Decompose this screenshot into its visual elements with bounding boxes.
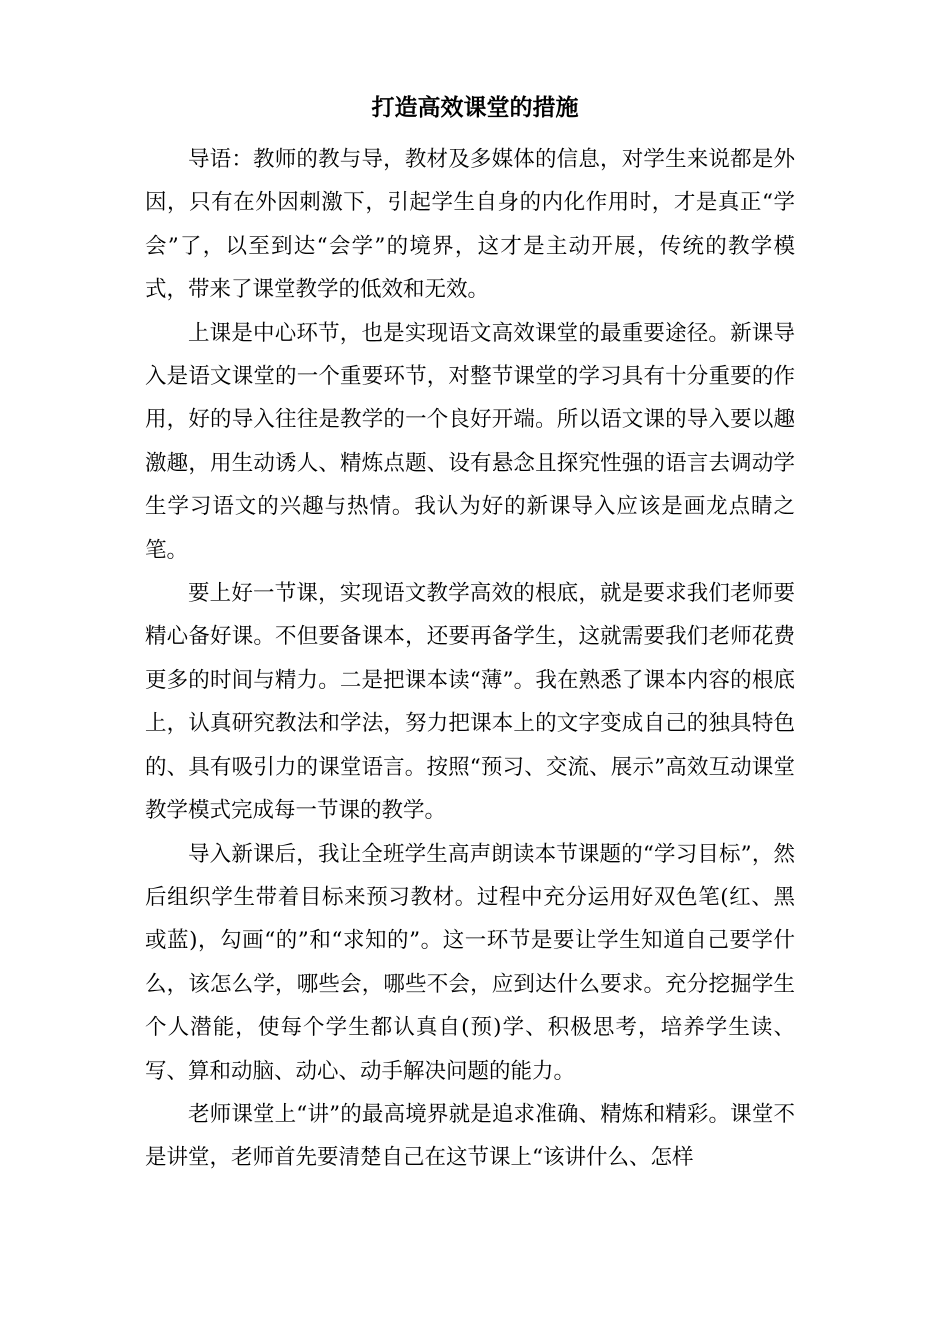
document-body <box>145 138 795 1180</box>
paragraph-lesson-preparation: 要上好一节课，实现语文教学高效的根底，就是要求我们老师要精心备好课。不但要备课本，还要再备学生，这就需要我们老师花费更多的时间与精力。二是把课本读“薄”。我在熟悉了课本内容的根底上，认真研究教法和学法，努力把课本上的文字变成自己的独具特色的、具有吸引力的课堂语言。按照“预习、交流、展示”高效互动课堂教学模式完成每一节课的教学。 <box>145 581 795 824</box>
paragraph-class-introduction: 上课是中心环节，也是实现语文高效课堂的最重要途径。新课导入是语文课堂的一个重要环节，对整节课堂的学习具有十分重要的作用，好的导入往往是教学的一个良好开端。所以语文课的导入要以趣激趣，用生动诱人、精炼点题、设有悬念且探究性强的语言去调动学生学习语文的兴趣与热情。我认为好的新课导入应该是画龙点睛之笔。 <box>145 320 795 563</box>
paragraph-teacher-lecture: 老师课堂上“讲”的最高境界就是追求准确、精炼和精彩。课堂不是讲堂，老师首先要清楚自己在这节课上“该讲什么、怎样 <box>145 1101 795 1171</box>
paragraph-intro: 导语：教师的教与导，教材及多媒体的信息，对学生来说都是外因，只有在外因刺激下，引起学生自身的内化作用时，才是真正“学会”了，以至到达“会学”的境界，这才是主动开展，传统的教学模式，带来了课堂教学的低效和无效。 <box>145 147 795 303</box>
paragraph-learning-goals: 导入新课后，我让全班学生高声朗读本节课题的“学习目标”，然后组织学生带着目标来预习教材。过程中充分运用好双色笔(红、黑或蓝)，勾画“的”和“求知的”。这一环节是要让学生知道自己要学什么，该怎么学，哪些会，哪些不会，应到达什么要求。充分挖掘学生个人潜能，使每个学生都认真自(预)学、积极思考，培养学生读、写、算和动脑、动心、动手解决问题的能力。 <box>145 841 795 1084</box>
document-title: 打造高效课堂的措施 <box>371 94 579 121</box>
